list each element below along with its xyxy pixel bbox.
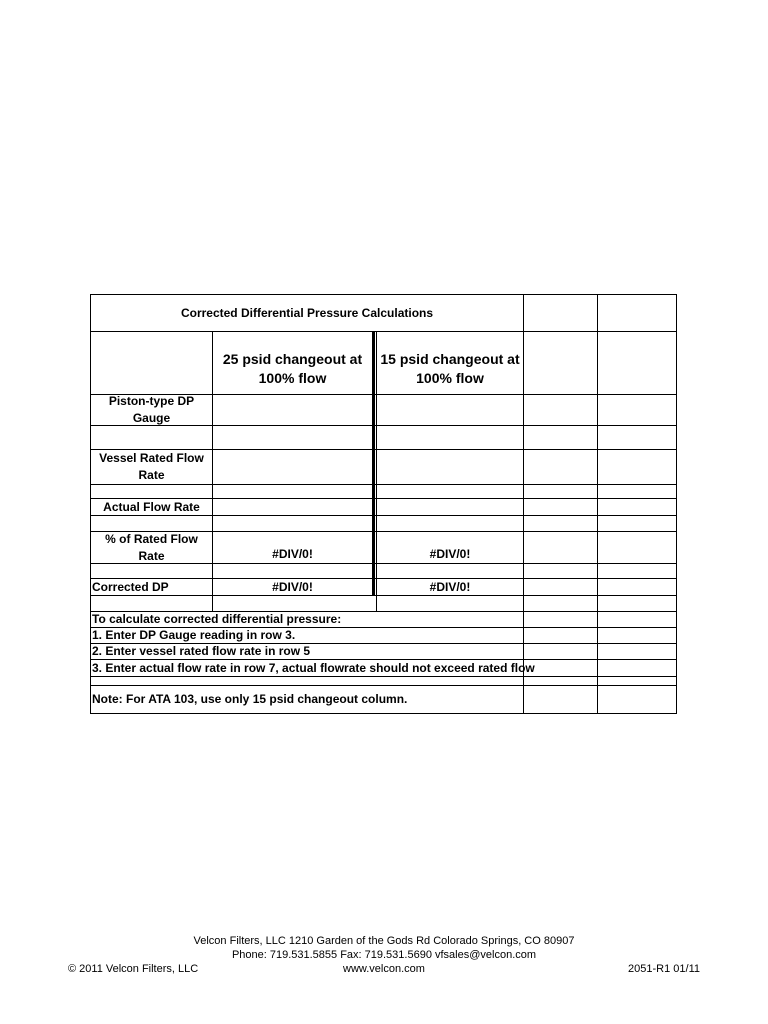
col-divider-4 xyxy=(597,294,598,714)
input-vessel-rated-flow-15[interactable] xyxy=(377,450,523,484)
footer-contact: Phone: 719.531.5855 Fax: 719.531.5690 vfsales@velcon.com xyxy=(231,949,537,961)
col-divider-3 xyxy=(523,294,524,714)
pct-rated-flow-value-25: #DIV/0! xyxy=(272,547,313,561)
footer-address: Velcon Filters, LLC 1210 Garden of the Gods Rd Colorado Springs, CO 80907 xyxy=(193,935,575,947)
footer-doc-code: 2051-R1 01/11 xyxy=(628,963,700,975)
input-actual-flow-25[interactable] xyxy=(213,499,372,515)
pct-rated-flow-value-15: #DIV/0! xyxy=(429,547,471,561)
row-label-piston-gauge: Piston-type DP Gauge xyxy=(108,394,195,425)
footer-website[interactable]: www.velcon.com xyxy=(343,963,425,975)
row-label-pct-rated-flow: % of Rated Flow Rate xyxy=(105,531,198,563)
row-label-corrected-dp: Corrected DP xyxy=(92,579,169,594)
border-bottom xyxy=(90,713,677,714)
instruction-step-2: 2. Enter vessel rated flow rate in row 5 xyxy=(92,644,311,658)
col-divider-2-thick xyxy=(372,331,375,595)
instructions-heading: To calculate corrected differential pressure: xyxy=(92,612,342,626)
row-label-vessel-rated-flow: Vessel Rated Flow Rate xyxy=(99,451,204,482)
row-line-11 xyxy=(90,595,677,596)
input-actual-flow-15[interactable] xyxy=(377,499,523,515)
input-vessel-rated-flow-25[interactable] xyxy=(213,450,372,484)
table-title: Corrected Differential Pressure Calculations xyxy=(180,305,434,320)
footer-copyright: © 2011 Velcon Filters, LLC xyxy=(68,963,199,975)
instruction-step-1: 1. Enter DP Gauge reading in row 3. xyxy=(92,628,296,642)
border-right xyxy=(676,294,677,714)
input-dp-gauge-25[interactable] xyxy=(213,395,372,425)
input-dp-gauge-15[interactable] xyxy=(377,395,523,425)
instructions-note: Note: For ATA 103, use only 15 psid changeout column. xyxy=(92,692,408,706)
row-line-5 xyxy=(90,484,677,485)
corrected-dp-value-25: #DIV/0! xyxy=(272,579,313,594)
corrected-dp-value-15: #DIV/0! xyxy=(429,579,471,594)
col-header-25psid: 25 psid changeout at 100% flow xyxy=(222,351,363,386)
instruction-step-3: 3. Enter actual flow rate in row 7, actual flowrate should not exceed rated flow xyxy=(92,660,535,675)
col-header-15psid: 15 psid changeout at 100% flow xyxy=(380,351,520,386)
row-label-actual-flow: Actual Flow Rate xyxy=(103,499,200,514)
row-line-title xyxy=(90,331,677,332)
